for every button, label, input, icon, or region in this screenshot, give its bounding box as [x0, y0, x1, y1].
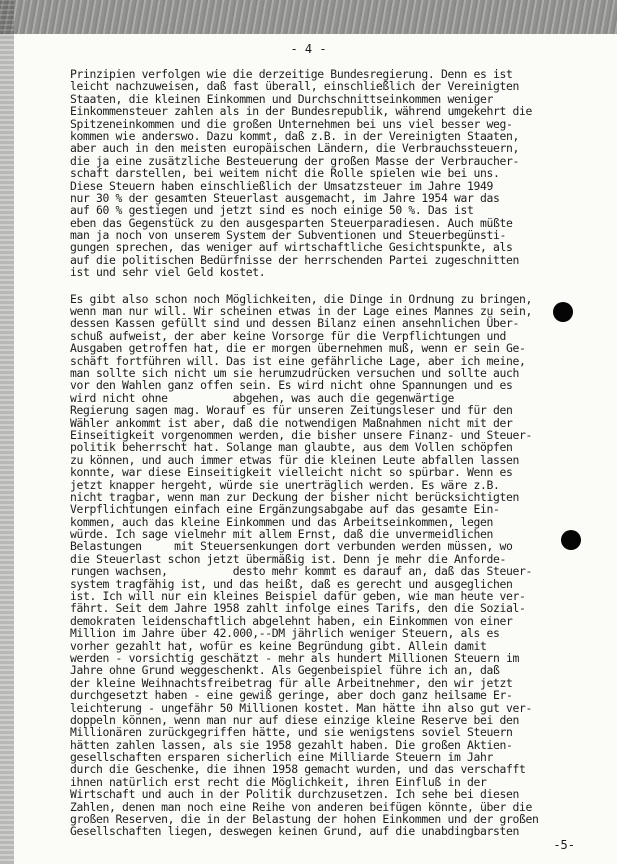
text-line: Ausgaben getroffen hat, die er morgen übernehmen muß, wenn er sein Ge-: [70, 341, 526, 356]
text-line: vor den Wahlen ganz offen sein. Es wird nicht ohne Spannungen und es: [70, 378, 513, 393]
text-line: ihnen natürlich erst recht die Möglichkeit, ihren Einfluß in der: [70, 774, 487, 789]
text-line: wird nicht ohne abgehen, was auch die gegenwärtige: [70, 390, 454, 405]
text-line: auf 60 % gestiegen und jetzt sind es noch einige 50 %. Das ist: [70, 203, 474, 218]
text-line: Belastungen mit Steuersenkungen dort verbunden werden müssen, wo: [70, 539, 513, 554]
text-line: würde. Ich sage vielmehr mit allem Ernst, daß die unvermeidlichen: [70, 527, 494, 542]
text-line: Verpflichtungen einfach eine Ergänzungsabgabe auf das gesamte Ein-: [70, 502, 500, 517]
text-line: durchgesetzt haben - eine gewiß geringe, aber doch ganz heilsame Er-: [70, 688, 513, 703]
text-line: Prinzipien verfolgen wie die derzeitige Bundesregierung. Denn es ist: [70, 67, 513, 81]
text-line: Staaten, die kleinen Einkommen und Durchschnittseinkommen weniger: [70, 91, 494, 106]
text-line: die Steuerlast schon jetzt übermäßig ist. Denn je mehr die Anforde-: [70, 551, 507, 566]
text-line: politik beherrscht hat. Solange man glaubte, aus dem Vollen schöpfen: [70, 440, 513, 455]
text-line: konnte, war diese Einseitigkeit vielleicht nicht so spürbar. Wenn es: [70, 465, 513, 480]
text-line: man sollte sich nicht um sie herumzudrücken versuchen und sollte auch: [70, 365, 520, 380]
text-line: aber auch in den meisten europäischen Ländern, die Verbrauchssteuern,: [70, 141, 520, 156]
text-line: Wirtschaft und auch in der Politik durchzusetzen. Ich sehe bei diesen: [70, 787, 520, 802]
text-line: nur 30 % der gesamten Steuerlast ausgemacht, im Jahre 1954 war das: [70, 190, 500, 205]
text-line: durch die Geschenke, die ihnen 1958 gemacht wurden, und das verschafft: [70, 762, 526, 777]
text-line: Million im Jahre über 42.000,--DM jährlich weniger Steuern, als es: [70, 626, 500, 641]
text-line: Regierung sagen mag. Worauf es für unseren Zeitungsleser und für den: [70, 403, 513, 418]
text-line: leicht nachzuweisen, daß fast überall, einschließlich der Vereinigten: [70, 79, 520, 94]
text-line: Wähler ankommt ist aber, daß die notwendigen Maßnahmen nicht mit der: [70, 415, 513, 430]
text-line: ist. Ich will nur ein kleines Beispiel dafür geben, wie man heute ver-: [70, 589, 526, 604]
text-line: rungen wachsen, desto mehr kommt es darauf an, daß das Steuer-: [70, 564, 533, 579]
text-line: Es gibt also schon noch Möglichkeiten, die Dinge in Ordnung zu bringen,: [70, 291, 533, 306]
text-line: ist und sehr viel Geld kostet.: [70, 265, 266, 280]
text-line: Zahlen, denen man noch eine Reihe von anderen beifügen könnte, über die: [70, 799, 533, 814]
paragraph: [70, 293, 585, 838]
text-line: Jahre ohne Grund weggeschenkt. Als Gegenbeispiel führe ich an, daß: [70, 663, 500, 678]
text-line: Spitzeneinkommen und die großen Unternehmen bei uns viel besser weg-: [70, 116, 513, 131]
text-line: hätten zahlen lassen, als sie 1958 gezahlt haben. Die großen Aktien-: [70, 737, 513, 752]
text-line: Gesellschaften liegen, deswegen keinen Grund, auf die unabdingbarsten: [70, 824, 520, 839]
text-line: auf die politischen Bedürfnisse der herrschenden Partei zugeschnitten: [70, 252, 520, 267]
text-line: system tragfähig ist, und das heißt, daß es gerecht und ausgeglichen: [70, 576, 513, 591]
text-line: werden - vorsichtig geschätzt - mehr als hundert Millionen Steuern im: [70, 650, 520, 665]
text-line: Diese Steuern haben einschließlich der Umsatzsteuer im Jahre 1949: [70, 178, 494, 193]
text-line: kommen wie anderswo. Dazu kommt, daß z.B. in der Vereinigten Staaten,: [70, 128, 520, 143]
text-line: die ja eine zusätzliche Besteuerung der großen Masse der Verbraucher-: [70, 153, 520, 168]
text-line: leichterung - ungefähr 50 Millionen kostet. Man hätte ihn also gut ver-: [70, 700, 533, 715]
text-line: gesellschaften ersparen sicherlich eine Milliarde Steuern im Jahr: [70, 750, 494, 765]
text-line: schäft fortführen will. Das ist eine gefährliche Lage, aber ich meine,: [70, 353, 526, 368]
text-line: Einseitigkeit vorgenommen werden, die bisher unsere Finanz- und Steuer-: [70, 427, 533, 442]
text-line: gungen sprechen, das weniger auf wirtschaftliche Gesichtspunkte, als: [70, 240, 513, 255]
paragraph-gap: [70, 279, 585, 293]
text-line: großen Reserven, die in der Belastung der hohen Einkommen und der großen: [70, 812, 539, 827]
body-text: [70, 68, 585, 838]
page-number: - 4 -: [290, 42, 327, 56]
punch-hole: [561, 530, 581, 550]
text-line: nicht tragbar, wenn man zur Deckung der bisher nicht berücksichtigten: [70, 489, 520, 504]
text-line: demokraten leidenschaftlich abgelehnt haben, ein Einkommen von einer: [70, 613, 513, 628]
paragraph: [70, 68, 585, 279]
text-line: doppeln können, wenn man nur auf diese einzige kleine Reserve bei den: [70, 712, 520, 727]
text-line: jetzt knapper hergeht, würde sie unerträglich werden. Es wäre z.B.: [70, 477, 500, 492]
text-line: fährt. Seit dem Jahre 1958 zahlt infolge eines Tarifs, den die Sozial-: [70, 601, 526, 616]
text-line: eben das Gegenstück zu den ausgesparten Steuerparadiesen. Auch müßte: [70, 215, 513, 230]
text-line: der kleine Weihnachtsfreibetrag für alle Arbeitnehmer, den wir jetzt: [70, 675, 513, 690]
text-line: Millionären zurückgegriffen hätte, und sie wenigstens soviel Steuern: [70, 725, 513, 740]
text-line: man ja noch von unserem System der Subventionen und Steuerbegünsti-: [70, 228, 507, 243]
text-line: vorher gezahlt hat, wofür es keine Begründung gibt. Allein damit: [70, 638, 487, 653]
text-line: wenn man nur will. Wir scheinen etwas in der Lage eines Mannes zu sein,: [70, 304, 533, 319]
continuation-marker: -5-: [553, 838, 575, 852]
punch-hole: [553, 302, 573, 322]
text-line: kommen, auch das kleine Einkommen und das Arbeitseinkommen, legen: [70, 514, 494, 529]
text-line: schaft darstellen, bei weitem nicht die Rolle spielen wie bei uns.: [70, 166, 500, 181]
text-line: dessen Kassen gefüllt sind und dessen Bilanz einen ansehnlichen Über-: [70, 316, 520, 331]
text-line: schuß aufweist, der aber keine Vorsorge für die Verpflichtungen und: [70, 328, 507, 343]
text-line: zu können, und auch immer etwas für die kleinen Leute abfallen lassen: [70, 452, 520, 467]
text-line: Einkommensteuer zahlen als in der Bundesrepublik, während umgekehrt die: [70, 104, 533, 119]
